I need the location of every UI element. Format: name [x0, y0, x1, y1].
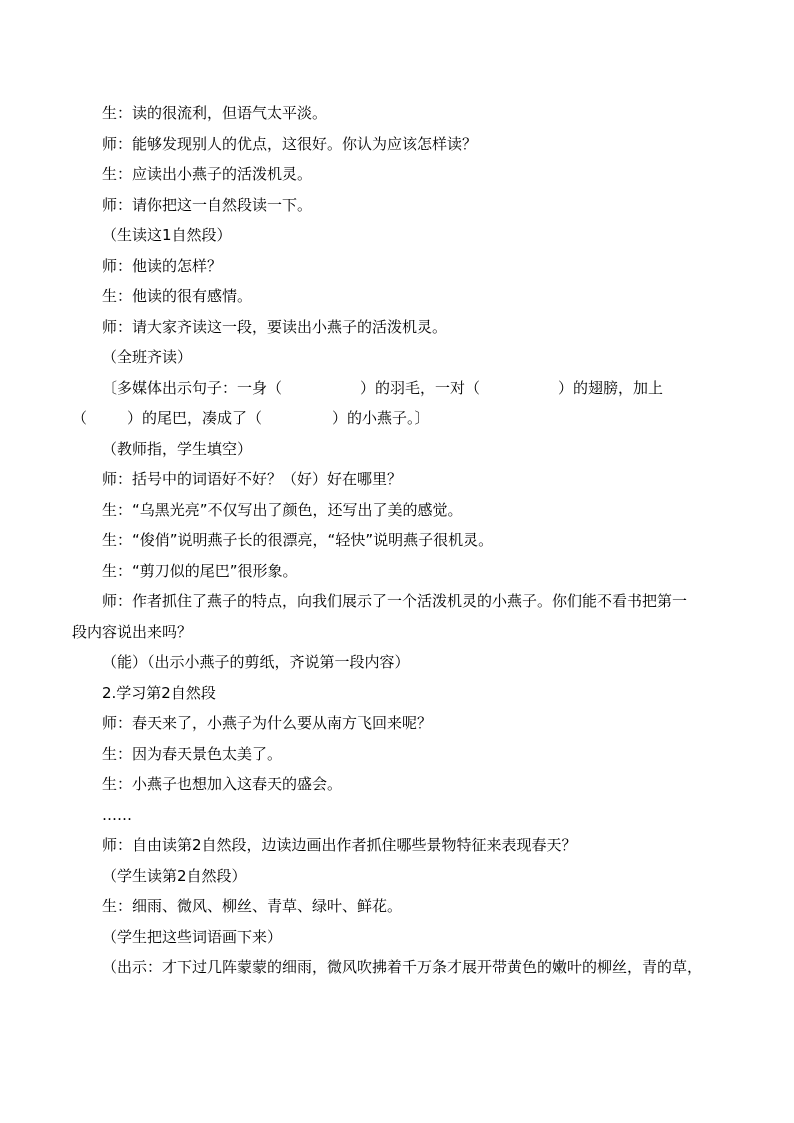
paragraph: 生：“剪刀似的尾巴”很形象。: [102, 561, 298, 580]
paragraph: 师：括号中的词语好不好？（好）好在哪里？: [102, 470, 403, 488]
paragraph: 生：读的很流利，但语气太平淡。: [102, 104, 328, 122]
paragraph: 师：他读的怎样？: [102, 256, 223, 275]
paragraph: 师：请大家齐读这一段，要读出小燕子的活泼机灵。: [102, 317, 448, 336]
paragraph: （出示：才下过几阵蒙蒙的细雨，微风吹拂着千万条才展开带黄色的嫩叶的柳丝，青的草，: [102, 958, 703, 976]
paragraph: （全班齐读）: [102, 348, 193, 366]
fill-blank-text: （: [72, 409, 88, 427]
fill-blank-text: 〔多媒体出示句子：一身（: [102, 378, 283, 397]
paragraph: 师：春天来了，小燕子为什么要从南方飞回来呢？: [102, 714, 433, 732]
paragraph: 师：请你把这一自然段读一下。: [102, 195, 313, 214]
paragraph: （生读这1自然段）: [102, 226, 232, 244]
ellipsis-line: ……: [102, 805, 132, 824]
summary-paragraph-line-2: 段内容说出来吗？: [72, 622, 193, 641]
paragraph: 生：他读的很有感情。: [102, 287, 253, 305]
paragraph: 师：能够发现别人的优点，这很好。你认为应该怎样读？: [102, 134, 478, 153]
fill-blank-line-2: [72, 403, 724, 434]
paragraph: 生：“俊俏”说明燕子长的很漂亮，“轻快”说明燕子很机灵。: [102, 531, 494, 549]
document-body: [72, 98, 724, 983]
paragraph: 生：因为春天景色太美了。: [102, 744, 283, 763]
paragraph: 生：小燕子也想加入这春天的盛会。: [102, 775, 343, 793]
fill-blank-text: ）的羽毛，一对（: [360, 378, 481, 397]
paragraph: （能）（出示小燕子的剪纸，齐说第一段内容）: [102, 653, 410, 671]
fill-blank-text: ）的尾巴，凑成了（: [127, 409, 263, 427]
summary-paragraph-line-1: 师：作者抓住了燕子的特点，向我们展示了一个活泼机灵的小燕子。你们能不看书把第一: [102, 592, 688, 610]
paragraph: 生：细雨、微风、柳丝、青草、绿叶、鲜花。: [102, 897, 403, 915]
paragraph: （教师指，学生填空）: [102, 439, 253, 458]
fill-blank-line-1: [72, 373, 724, 404]
paragraph: （学生把这些词语画下来）: [102, 927, 283, 946]
fill-blank-text: ）的翅膀，加上: [558, 378, 664, 397]
section-heading: 2.学习第2自然段: [102, 683, 216, 702]
paragraph: 生：“乌黑光亮”不仅写出了颜色，还写出了美的感觉。: [102, 500, 463, 519]
fill-blank-text: ）的小燕子。〕: [332, 409, 430, 427]
paragraph: （学生读第2自然段）: [102, 866, 247, 885]
paragraph: 师：自由读第2自然段，边读边画出作者抓住哪些景物特征来表现春天？: [102, 836, 577, 854]
paragraph: 生：应读出小燕子的活泼机灵。: [102, 165, 313, 183]
